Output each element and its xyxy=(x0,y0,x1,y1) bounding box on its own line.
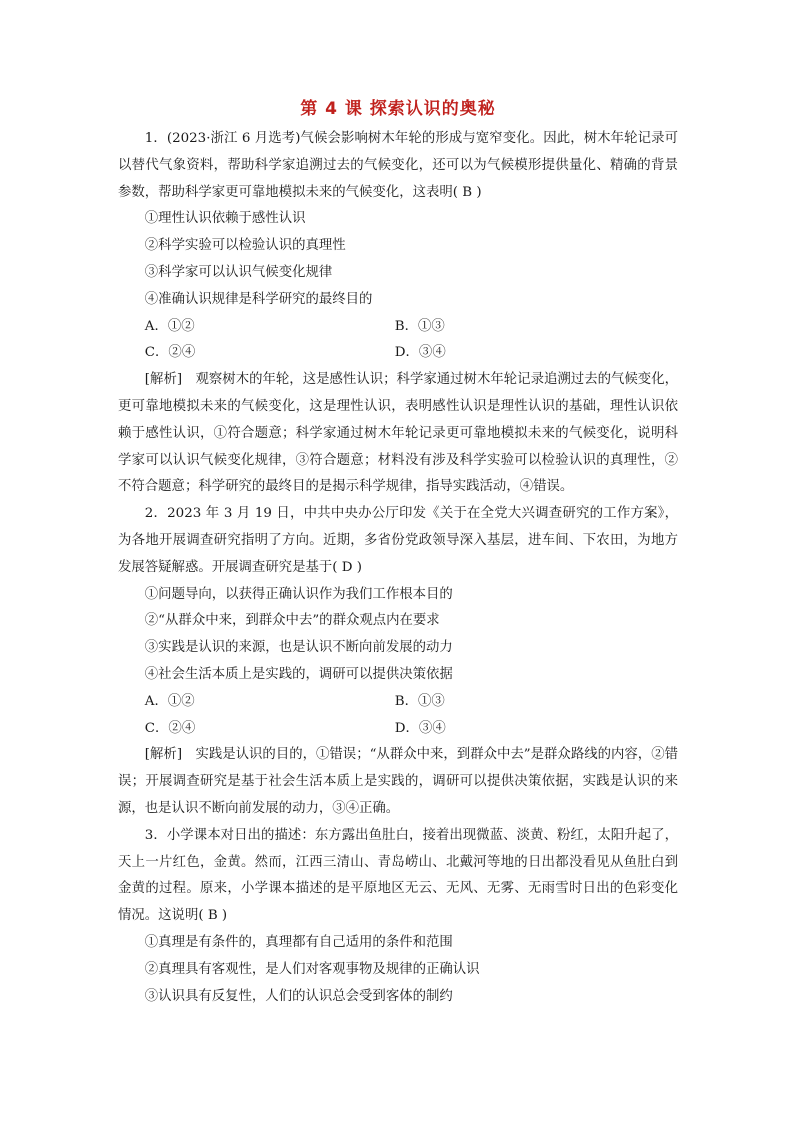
analysis-text: 实践是认识的目的，①错误；“从群众中来，到群众中去”是群众路线的内容，②错误；开展调查研究是基于社会生活本质上是实践的，调研可以提供决策依据，实践是认识的来源，也是认识不断向前发展的动力，③④正确。 xyxy=(118,747,678,816)
choice-a: A．①② xyxy=(144,318,195,334)
question-stem: 3．小学课本对日出的描述：东方露出鱼肚白，接着出现微蓝、淡黄、粉红，太阳升起了，天上一片红色，金黄。然而，江西三清山、青岛崂山、北戴河等地的日出都没看见从鱼肚白到金黄的过程。原来，小学课本描述的是平原地区无云、无风、无雾、无雨雪时日出的色彩变化情况。这说明( B ) xyxy=(118,827,678,924)
question-1 xyxy=(118,126,678,501)
analysis-text: 观察树木的年轮，这是感性认识；科学家通过树木年轮记录追溯过去的气候变化，更可靠地模拟未来的气候变化，这是理性认识，表明感性认识是理性认识的基础，理性认识依赖于感性认识，①符合题意；科学家通过树木年轮记录更可靠地模拟未来的气候变化，说明科学家可以认识气候变化规律，③符合题意；材料没有涉及科学实验可以检验认识的真理性，②不符合题意；科学研究的最终目的是揭示科学规律，指导实践活动，④错误。 xyxy=(118,372,679,495)
statement-item: ③科学家可以认识气候变化规律 xyxy=(144,264,333,280)
choice-c: C．②④ xyxy=(144,345,196,361)
choice-a: A．①② xyxy=(144,693,195,709)
analysis-tag: [解析] xyxy=(144,747,183,763)
choice-row xyxy=(118,314,678,341)
statement-item: ②科学实验可以检验认识的真理性 xyxy=(144,238,346,254)
statement-item: ④准确认识规律是科学研究的最终目的 xyxy=(144,291,373,307)
choice-d: D．③④ xyxy=(394,345,446,361)
statement-item: ③认识具有反复性，人们的认识总会受到客体的制约 xyxy=(144,988,453,1004)
question-2 xyxy=(118,501,678,823)
document-page xyxy=(118,95,678,1010)
choice-d: D．③④ xyxy=(394,720,446,736)
question-stem: 2．2023 年 3 月 19 日，中共中央办公厅印发《关于在全党大兴调查研究的工作方案》，为各地开展调查研究指明了方向。近期，多省份党政领导深入基层，进车间、下农田，为地方发展答疑解惑。开展调查研究是基于( D ) xyxy=(118,506,678,575)
question-stem: 1．(2023·浙江 6 月选考)气候会影响树木年轮的形成与宽窄变化。因此，树木年轮记录可以替代气象资料，帮助科学家追溯过去的气候变化，还可以为气候模形提供量化、精确的背景参数，帮助科学家更可靠地模拟未来的气候变化，这表明( B ) xyxy=(118,131,678,200)
statement-item: ③实践是认识的来源，也是认识不断向前发展的动力 xyxy=(144,640,453,656)
choice-row xyxy=(118,689,678,716)
statement-item: ①理性认识依赖于感性认识 xyxy=(144,211,306,227)
page-title: 第 4 课 探索认识的奥秘 xyxy=(300,99,496,119)
choice-row xyxy=(118,716,678,743)
choice-row xyxy=(118,340,678,367)
choice-b: B．①③ xyxy=(394,318,445,334)
statement-item: ①真理是有条件的，真理都有自己适用的条件和范围 xyxy=(144,934,453,950)
statement-item: ①问题导向，以获得正确认识作为我们工作根本目的 xyxy=(144,586,453,602)
choice-c: C．②④ xyxy=(144,720,196,736)
question-3 xyxy=(118,823,678,1011)
statement-item: ④社会生活本质上是实践的，调研可以提供决策依据 xyxy=(144,666,453,682)
statement-item: ②真理具有客观性，是人们对客观事物及规律的正确认识 xyxy=(144,961,480,977)
choice-b: B．①③ xyxy=(394,693,445,709)
statement-item: ②“从群众中来，到群众中去”的群众观点内在要求 xyxy=(144,613,440,629)
analysis-tag: [解析] xyxy=(144,372,183,388)
analysis-paragraph xyxy=(118,367,678,501)
analysis-paragraph xyxy=(118,742,678,822)
